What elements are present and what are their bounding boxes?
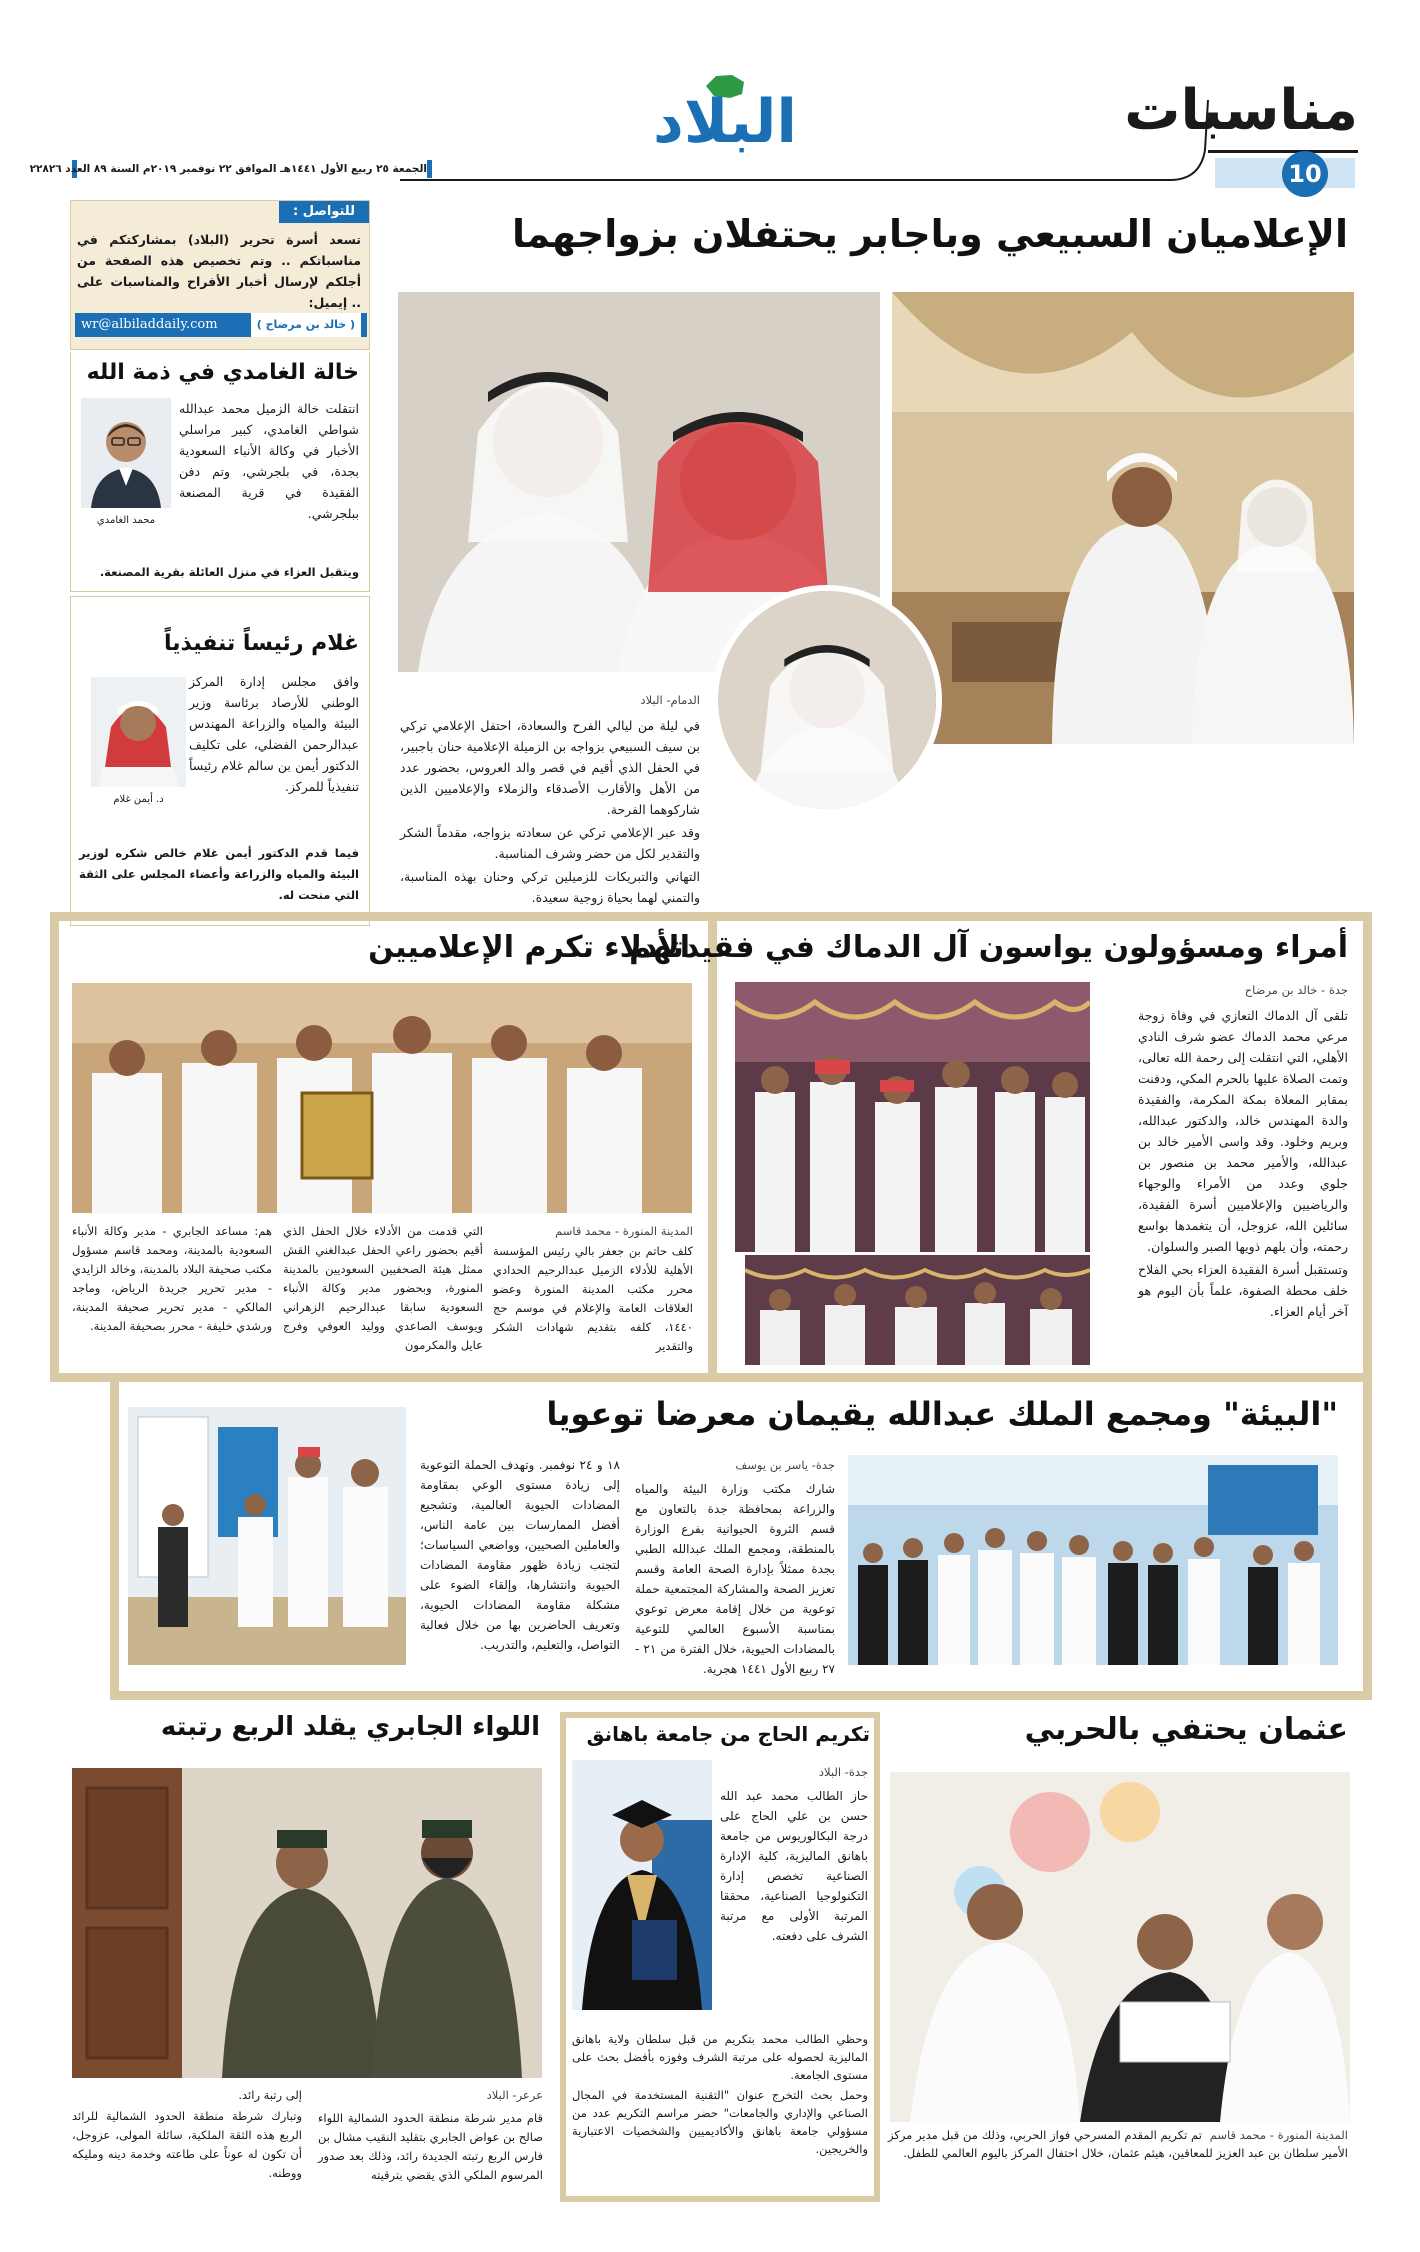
- aldammak-paragraph-1: تلقى آل الدماك التعازي في وفاة زوجة مرعي محمد الدماك عضو شرف النادي الأهلي، التي انتقلت إلى رحمة الله تعالى، وتمت الصلاة عليها بالحرم المكي، ودفنت بمقابر المعلاة بمكة المكرمة، والفقيدة والدة المهندس خالد، والدكتور عبدالله، وبريم وخلود. وقد واسى الأمير خالد بن عبدالله، والأمير محمد بن منصور بن جلوي وعدد من الأمراء والوجهاء والرياضيين والإعلاميين أسرة الفقيدة، سائلين الله، عزوجل، أن يتغمدها بواسع رحمته، وأن يلهم ذويها الصبر والسلوان.: [1138, 1008, 1348, 1254]
- jabri-photo: [72, 1768, 542, 2078]
- appointment-article: [70, 596, 370, 926]
- lead-body: [400, 690, 700, 910]
- jabri-paragraph-1: قام مدير شرطة منطقة الحدود الشمالية اللواء صالح بن عواض الجابري بتقليد النقيب مشال بن فارس الربع رتبته الجديدة رائد، وذلك بعد صدور المرسوم الملكي الذي يقضي بترقيته: [318, 2111, 543, 2182]
- seated-guests-icon: [745, 1255, 1090, 1365]
- masthead: [0, 0, 1420, 190]
- appointment-text: وافق مجلس إدارة المركز الوطني للأرصاد برئاسة وزير البيئة والمياه والزراعة المهندس عبدالرحمن الفضلي، على تكليف الدكتور أيمن بن سالم غلام رئيساً تنفيذياً للمركز.: [189, 674, 359, 794]
- contact-editor: ( خالد بن مرضاح ): [251, 313, 361, 337]
- contact-title-bar: [279, 201, 369, 223]
- section-title: مناسبات: [1124, 78, 1358, 143]
- environment-paragraph-2: ١٨ و ٢٤ نوفمبر. وتهدف الحملة التوعوية إلى زيادة مستوى الوعي بمقاومة المضادات الحيوية العالمية، وتشجيع أفضل الممارسات بين عامة الناس، والعاملين الصحيين، وواضعي السياسات؛ لتجنب زيادة ظهور مقاومة المضادات الحيوية وانتشارها، وإلقاء الضوء على مشكلة مقاومة المضادات الحيوية، وتعريف الحاضرين بها من خلال فعالية التواصل، والتعليم، والتدريب.: [420, 1458, 620, 1652]
- lead-paragraph-3: التهاني والتبريكات للزميلين تركي وحنان بهذه المناسبة، والتمني لهما بحياة زوجية سعيدة.: [400, 869, 700, 905]
- aldammak-title: أمراء ومسؤولون يواسون آل الدماك في فقيدتهم: [629, 930, 1348, 965]
- bahang-paragraph-2: وحظي الطالب محمد بتكريم من قبل سلطان ولاية باهانق الماليزية لحصوله على مرتبة الشرف وفوزه بأفضل بحث على مستوى الجامعة.: [572, 2032, 868, 2082]
- aldammak-body: [1138, 980, 1348, 1324]
- contact-text: تسعد أسرة تحرير (البلاد) بمشاركتكم في مناسباتكم .. وتم تخصيص هذه الصفحة من أجلكم لإرسال أخبار الأفراح والمناسبات على .. إيميل:: [77, 232, 361, 310]
- portrait-ghulam-icon: [91, 677, 186, 787]
- bahang-photo: [572, 1760, 712, 2010]
- adilla-paragraph-2: التي قدمت من الأدلاء خلال الحفل الذي أقيم بحضور راعي الحفل عبدالغني القش ممثل هيئة الصحفيين السعوديين بالمدينة المنورة، وبحضور مدير وكالة الأنباء السعودية سابقا عبدالرحيم الزهراني ويوسف الصاعدي ووليد العوفي وفرج عايل والمكرمون: [283, 1224, 483, 1352]
- appointment-text-2: فيما قدم الدكتور أيمن غلام خالص شكره لوزير البيئة والمياه والزراعة وأعضاء المجلس على الثقة التي منحت له.: [79, 846, 359, 902]
- condolence-article: [70, 352, 370, 592]
- dateline-text: الجمعة ٢٥ ربيع الأول ١٤٤١هـ الموافق ٢٢ نوفمبر ٢٠١٩م السنة ٨٩ العدد ٢٢٨٢٦: [29, 163, 427, 175]
- environment-byline: جدة- ياسر بن يوسف: [735, 1458, 835, 1472]
- groom-portrait-icon: [718, 591, 936, 809]
- othman-paragraph-1: تم تكريم المقدم المسرحي فواز الحربي، وذلك من قبل مدير مركز الأمير سلطان بن عبد العزيز للمعاقين، هيثم عثمان، خلال احتفال المركز باليوم العالمي للطفل.: [888, 2128, 1348, 2160]
- health-booth-icon: [128, 1407, 406, 1665]
- environment-col-2: [420, 1455, 620, 1657]
- lead-paragraph-2: وقد عبر الإعلامي تركي عن سعادته بزواجه، مقدماً الشكر والتقدير لكل من حضر وشرف المناسبة.: [400, 825, 700, 861]
- exhibition-group-icon: [848, 1455, 1338, 1665]
- dateline-bar: [29, 160, 432, 178]
- condolence-gathering-icon: [735, 982, 1090, 1252]
- portrait-ghamdi-icon: [81, 398, 171, 508]
- appointment-body-2: [79, 843, 359, 908]
- award-ceremony-icon: [72, 983, 692, 1213]
- adilla-byline: المدينة المنورة - محمد قاسم: [555, 1224, 693, 1238]
- condolence-body: [179, 398, 359, 526]
- condolence-text: انتقلت خالة الزميل محمد عبدالله شواطي الغامدي، كبير مراسلي الأخبار في وكالة الأنباء السعودية بجدة، في بلجرشي، وتم دفن الفقيدة في قرية المصنعة ببلجرشي.: [179, 401, 359, 521]
- aldammak-photo-bottom: [745, 1255, 1090, 1365]
- condolence-text-2: ويتقبل العزاء في منزل العائلة بقرية المصنعة.: [99, 565, 359, 579]
- lead-paragraph-1: في ليلة من ليالي الفرح والسعادة، احتفل الإعلامي تركي بن سيف السبيعي بزواجه بن الزميلة الإعلامية حنان باجبير، في الحفل الذي أقيم في قصر والد العروس، بحضور عدد من الأهل والأقارب الأصدقاء والزملاء والإعلاميين الذين شاركوهما الفرحة.: [400, 718, 700, 817]
- majlis-scene-icon: [892, 292, 1354, 744]
- condolence-photo: [81, 398, 171, 508]
- jabri-byline: عرعر- البلاد: [486, 2088, 543, 2102]
- lead-photo-circle: [712, 585, 942, 815]
- environment-paragraph-1: شارك مكتب وزارة البيئة والمياه والزراعة بمحافظة جدة بالتعاون مع قسم الثروة الحيوانية بفرع الوزارة بالمنطقة، ومجمع الملك عبدالله الطبي بجدة ممثلاً بإدارة الصحة العامة وقسم تعزيز الصحة والمشاركة المجتمعية حملة توعوية من خلال إقامة معرض توعوي بمناسبة الأسبوع العالمي للتوعية بالمضادات الحيوية، خلال الفترة من ٢١ - ٢٧ ربيع الأول ١٤٤١ هجرية.: [635, 1482, 835, 1676]
- adilla-photo: [72, 983, 692, 1213]
- appointment-title: غلام رئيساً تنفيذياً: [163, 631, 359, 656]
- contact-email-bar: [75, 313, 367, 337]
- aldammak-photo-top: [735, 982, 1090, 1252]
- lead-byline: الدمام- البلاد: [640, 693, 700, 707]
- othman-body: [888, 2126, 1348, 2162]
- page-number: [1282, 151, 1328, 197]
- environment-photo-left: [128, 1407, 406, 1665]
- adilla-col-1: [493, 1222, 693, 1358]
- contact-email[interactable]: wr@albiladdaily.com: [81, 317, 218, 332]
- bahang-col-narrow: [720, 1762, 868, 1948]
- jabri-col-right: [318, 2086, 543, 2187]
- contact-box: [70, 200, 370, 350]
- environment-photo-right: [848, 1455, 1338, 1665]
- bahang-byline: جدة- البلاد: [818, 1765, 868, 1779]
- aldammak-paragraph-2: وتستقبل أسرة الفقيدة العزاء بحي الفلاح خلف محطة الصفوة، علماً بأن اليوم هو آخر أيام العزاء.: [1138, 1262, 1348, 1319]
- bahang-paragraph-3: وحمل بحث التخرج عنوان "التقنية المستخدمة في المجال الصناعي والإداري والجامعات" حضر مراسم التكريم عدد من مسؤولي جامعة باهانق والأكاديميين والشخصيات الاعتبارية والخريجين.: [572, 2088, 868, 2156]
- jabri-paragraph-2: إلى رتبة رائد.: [238, 2088, 302, 2102]
- aldammak-byline: جدة - خالد بن مرضاح: [1244, 983, 1348, 997]
- adilla-paragraph-3: هم: مساعد الجابري - مدير وكالة الأنباء السعودية بالمدينة، ومحمد قاسم مسؤول مكتب صحيفة البلاد بالمدينة، وخالد الزايدي - مدير تحرير جريدة الرياض، وماجد المالكي - مدير تحرير صحيفة المدينة، ورشدي خليفة - محرر بصحيفة المدينة.: [72, 1224, 272, 1333]
- promotion-ceremony-icon: [72, 1768, 542, 2078]
- logo-text: البلاد: [653, 87, 797, 157]
- othman-photo: [890, 1772, 1350, 2122]
- bahang-title: تكريم الحاج من جامعة باهانق: [586, 1722, 870, 1746]
- jabri-paragraph-3: وتبارك شرطة منطقة الحدود الشمالية للرائد الربع هذه الثقة الملكية، سائلة المولى، عزوجل، أن تكون له عوناً على طاعته وخدمة دينه ومليكه ووطنه.: [72, 2109, 302, 2180]
- adilla-col-3: [72, 1222, 272, 1338]
- bahang-paragraph-1: حاز الطالب محمد عبد الله حسن بن علي الحاج على درجة البكالوريوس من جامعة باهانق الماليزية، كلية الإدارة الصناعية تخصص إدارة التكنولوجيا الصناعية، محققا المرتبة الأولى مع مرتبة الشرف على دفعته.: [720, 1789, 868, 1943]
- certificate-presentation-icon: [890, 1772, 1350, 2122]
- middle-row-divider: [708, 921, 717, 1373]
- jabri-title: اللواء الجابري يقلد الربع رتبته: [160, 1712, 540, 1742]
- appointment-photo: [91, 677, 186, 787]
- condolence-title: خالة الغامدي في ذمة الله: [86, 360, 359, 385]
- condolence-photo-caption: محمد الغامدي: [96, 515, 156, 526]
- lead-photo-right: [892, 292, 1354, 744]
- graduate-portrait-icon: [572, 1760, 712, 2010]
- jabri-col-left: [72, 2086, 302, 2185]
- adilla-title: الأدلاء تكرم الإعلاميين: [368, 930, 690, 965]
- section-underline: [1208, 150, 1358, 153]
- lead-title: الإعلاميان السبيعي وباجابر يحتفلان بزواجهما: [512, 212, 1348, 256]
- page-number-text: 10: [1288, 160, 1322, 188]
- condolence-body-2: [79, 562, 359, 585]
- newspaper-logo: [650, 72, 800, 162]
- environment-col-1: [635, 1455, 835, 1681]
- othman-title: عثمان يحتفي بالحربي: [1024, 1712, 1348, 1747]
- appointment-photo-caption: د. أيمن غلام: [113, 794, 164, 805]
- adilla-col-2: [283, 1222, 483, 1357]
- appointment-body: [189, 671, 359, 799]
- masthead-curve: [400, 100, 1220, 190]
- environment-title: "البيئة" ومجمع الملك عبدالله يقيمان معرضا توعويا: [546, 1395, 1338, 1433]
- othman-byline: المدينة المنورة - محمد قاسم: [1209, 2128, 1348, 2142]
- bahang-col-wide: [572, 2030, 868, 2160]
- adilla-paragraph-1: كلف حاتم بن جعفر بالي رئيس المؤسسة الأهلية للأدلاء الزميل عبدالرحيم الحدادي محرر مكتب المدينة المنورة وعضو العلاقات العامة والإعلام في موسم حج ١٤٤٠، كلفه بتقديم شهادات الشكر والتقدير: [493, 1244, 693, 1353]
- contact-title: للتواصل :: [293, 204, 355, 219]
